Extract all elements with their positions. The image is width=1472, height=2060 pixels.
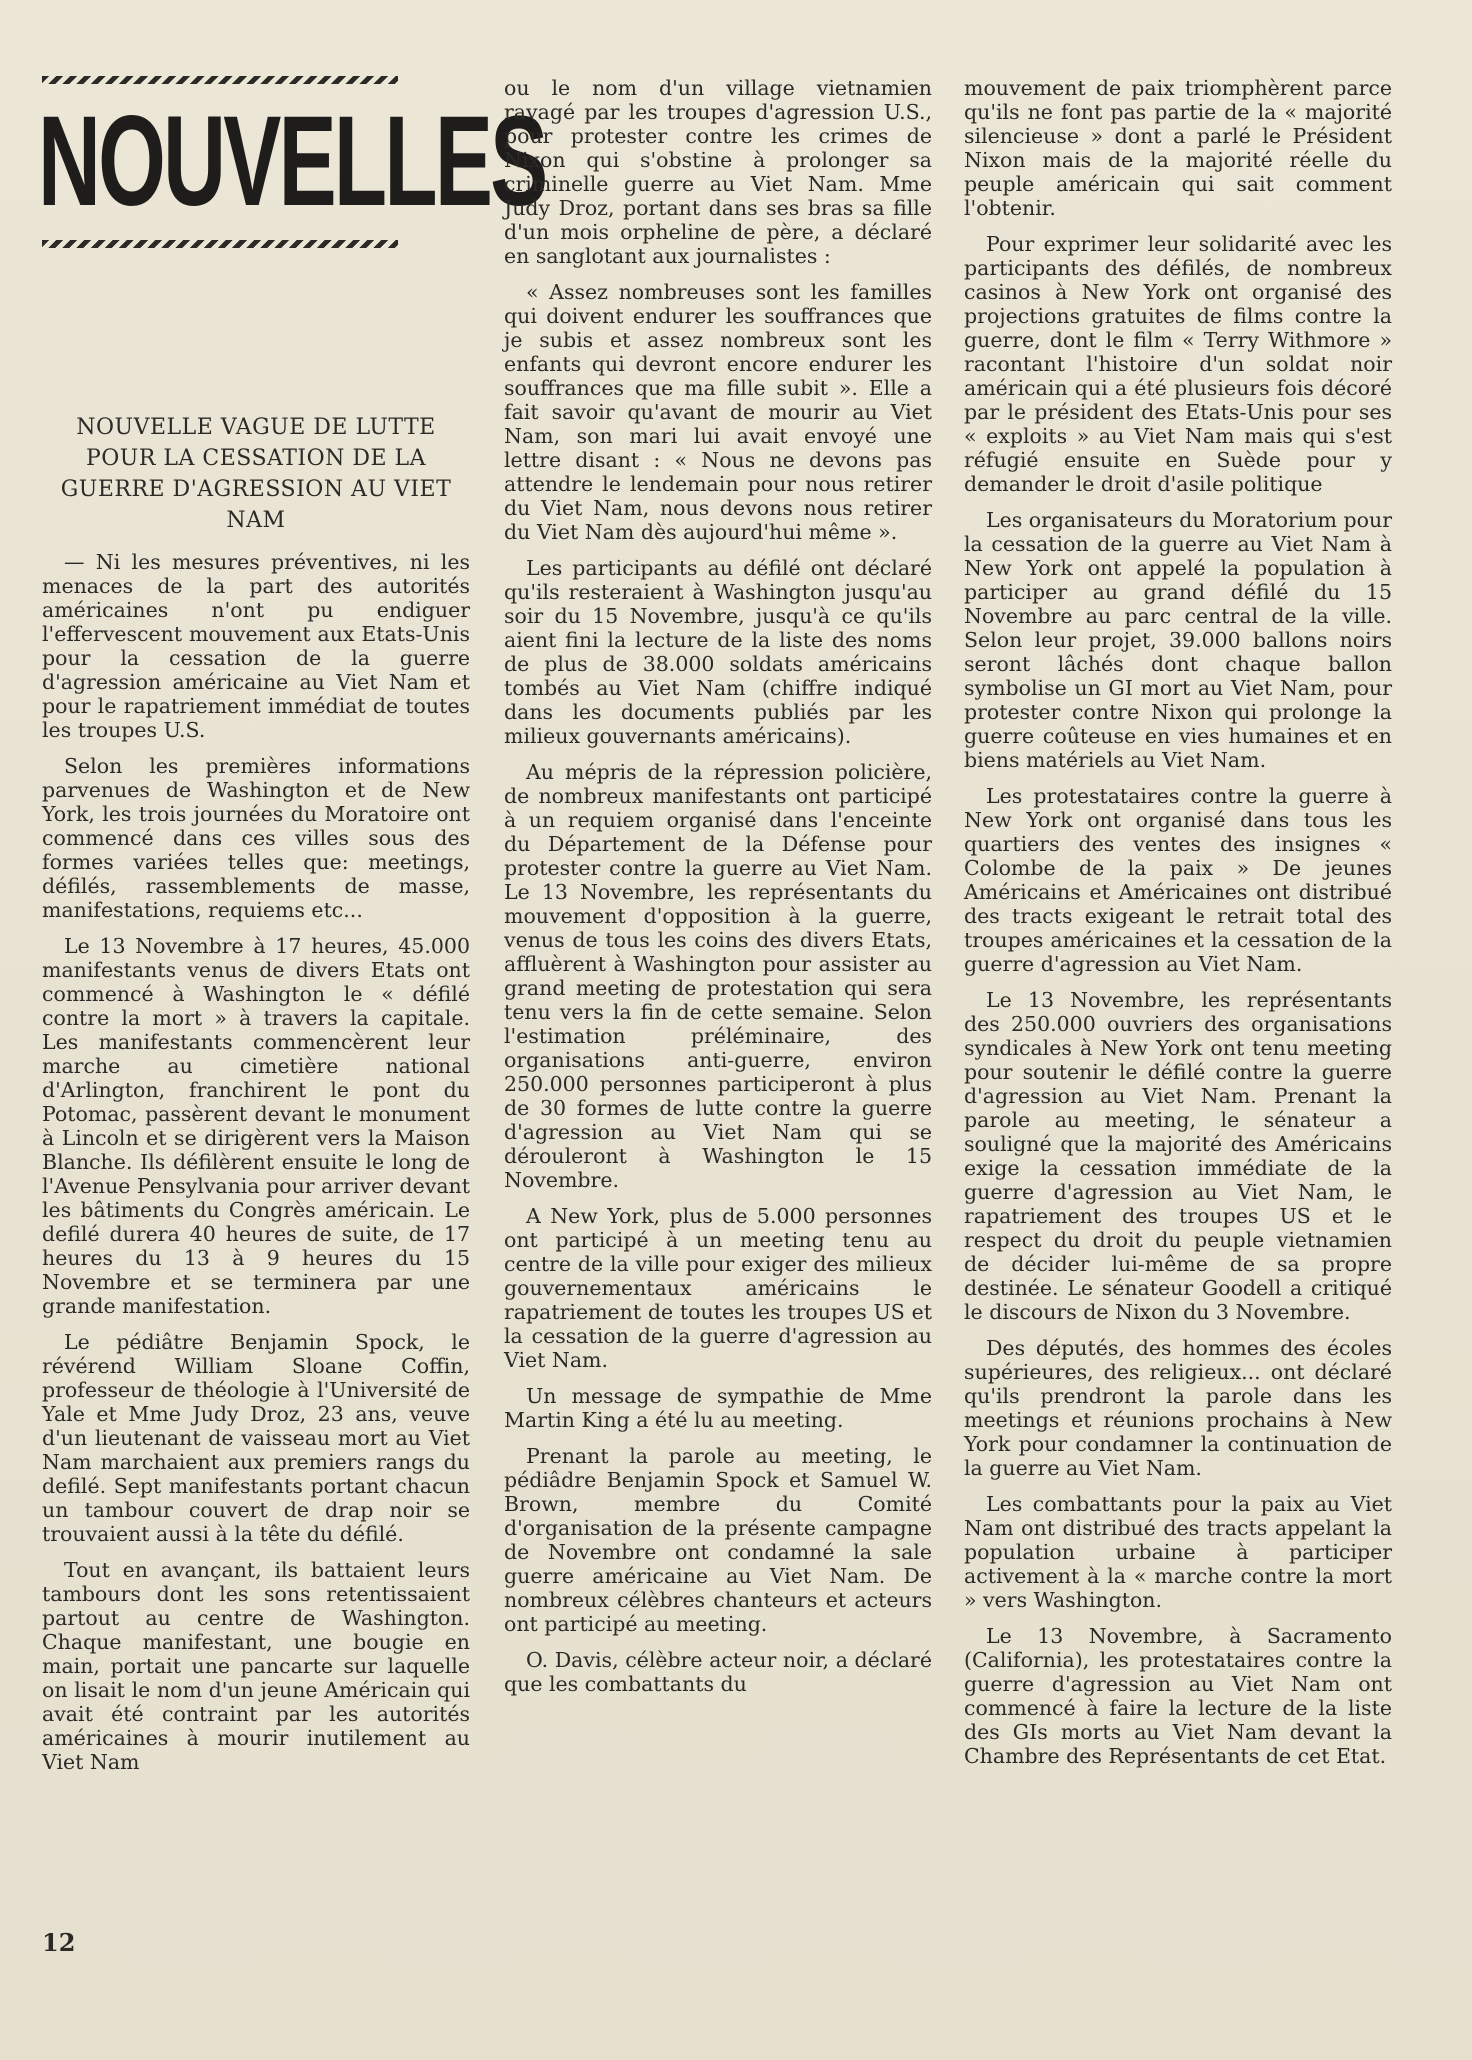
article-paragraph: Les combattants pour la paix au Viet Nam ont distribué des tracts appelant la population urbaine à participer activement à la « marche contre la mort » vers Washington.	[964, 1492, 1392, 1612]
article-paragraph: A New York, plus de 5.000 personnes ont participé à un meeting tenu au centre de la ville pour exiger des milieux gouvernementaux américains le rapatriement de toutes les troupes US et la cessation de la guerre d'agression au Viet Nam.	[504, 1204, 932, 1372]
article-paragraph: mouvement de paix triomphèrent parce qu'ils ne font pas partie de la « majorité silencieuse » dont a parlé le Président Nixon mais de la majorité réelle du peuple américain qui sait comment l'obtenir.	[964, 76, 1392, 220]
column-3	[964, 76, 1392, 1780]
article-paragraph: Le 13 Novembre à 17 heures, 45.000 manifestants venus de divers Etats ont commencé à Washington le « défilé contre la mort » à travers la capitale. Les manifestants commencèrent leur marche au cimetière national d'Arlington, franchirent le pont du Potomac, passèrent devant le monument à Lincoln et se dirigèrent vers la Maison Blanche. Ils défilèrent ensuite le long de l'Avenue Pensylvania pour arriver devant les bâtiments du Congrès américain. Le defilé durera 40 heures de suite, de 17 heures du 13 à 9 heures du 15 Novembre et se terminera par une grande manifestation.	[42, 934, 470, 1318]
article-paragraph: Pour exprimer leur solidarité avec les participants des défilés, de nombreux casinos à New York ont organisé des projections gratuites de films contre la guerre, dont le film « Terry Withmore » racontant l'histoire d'un soldat noir américain qui a été plusieurs fois décoré par le président des Etats-Unis pour ses « exploits » au Viet Nam mais qui s'est réfugié ensuite en Suède pour y demander le droit d'asile politique	[964, 232, 1392, 496]
masthead-top-rule	[42, 76, 398, 84]
article-paragraph: Au mépris de la répression policière, de nombreux manifestants ont participé à un requiem organisé dans l'enceinte du Département de la Défense pour protester contre la guerre au Viet Nam. Le 13 Novembre, les représentants du mouvement d'opposition à la guerre, venus de tous les coins des divers Etats, affluèrent à Washington pour assister au grand meeting de protestation qui sera tenu vers la fin de cette semaine. Selon l'estimation préléminaire, des organisations anti-guerre, environ 250.000 personnes participeront à plus de 30 formes de lutte contre la guerre d'agression au Viet Nam qui se dérouleront à Washington le 15 Novembre.	[504, 760, 932, 1192]
article-paragraph: — Ni les mesures préventives, ni les menaces de la part des autorités américaines n'ont pu endiguer l'effervescent mouvement aux Etats-Unis pour la cessation de la guerre d'agression américaine au Viet Nam et pour le rapatriement immédiat de toutes les troupes U.S.	[42, 550, 470, 742]
article-paragraph: Le 13 Novembre, les représentants des 250.000 ouvriers des organisations syndicales à New York ont tenu meeting pour soutenir le défilé contre la guerre d'agression au Viet Nam. Prenant la parole au meeting, le sénateur a souligné que la majorité des Américains exige la cessation immédiate de la guerre d'agression au Viet Nam, le rapatriement des troupes US et le respect du droit du peuple vietnamien de décider lui-même de sa propre destinée. Le sénateur Goodell a critiqué le discours de Nixon du 3 Novembre.	[964, 988, 1392, 1324]
article-paragraph: Les organisateurs du Moratorium pour la cessation de la guerre au Viet Nam à New York ont appelé la population à participer au grand défilé du 15 Novembre au parc central de la ville. Selon leur projet, 39.000 ballons noirs seront lâchés dont chaque ballon symbolise un GI mort au Viet Nam, pour protester contre Nixon qui prolonge la guerre coûteuse en vies humaines et en biens matériels au Viet Nam.	[964, 508, 1392, 772]
article-paragraph: Le 13 Novembre, à Sacramento (California), les protestataires contre la guerre d'agression au Viet Nam ont commencé à faire la lecture de la liste des GIs morts au Viet Nam devant la Chambre des Représentants de cet Etat.	[964, 1624, 1392, 1768]
page-number: 12	[42, 1928, 76, 1957]
article-paragraph: Le pédiâtre Benjamin Spock, le révérend William Sloane Coffin, professeur de théologie à l'Université de Yale et Mme Judy Droz, 23 ans, veuve d'un lieutenant de vaisseau mort au Viet Nam marchaient aux premiers rangs du defilé. Sept manifestants portant chacun un tambour couvert de drap noir se trouvaient aussi à la tête du défilé.	[42, 1330, 470, 1546]
masthead-bottom-rule	[42, 240, 398, 248]
article-paragraph: O. Davis, célèbre acteur noir, a déclaré que les combattants du	[504, 1648, 932, 1696]
column-2	[504, 76, 932, 1708]
masthead	[38, 76, 546, 248]
masthead-title: NOUVELLES	[38, 90, 546, 233]
article-paragraph: Des députés, des hommes des écoles supérieures, des religieux... ont déclaré qu'ils prendront la parole dans les meetings et réunions prochains à New York pour condamner la continuation de la guerre au Viet Nam.	[964, 1336, 1392, 1480]
article-paragraph: Les participants au défilé ont déclaré qu'ils resteraient à Washington jusqu'au soir du 15 Novembre, jusqu'à ce qu'ils aient fini la lecture de la liste des noms de plus de 38.000 soldats américains tombés au Viet Nam (chiffre indiqué dans les documents publiés par les milieux gouvernants américains).	[504, 556, 932, 748]
article-paragraph: Prenant la parole au meeting, le pédiâdre Benjamin Spock et Samuel W. Brown, membre du Comité d'organisation de la présente campagne de Novembre ont condamné la sale guerre américaine au Viet Nam. De nombreux célèbres chanteurs et acteurs ont participé au meeting.	[504, 1444, 932, 1636]
article-paragraph: ou le nom d'un village vietnamien ravagé par les troupes d'agression U.S., pour protester contre les crimes de Nixon qui s'obstine à prolonger sa criminelle guerre au Viet Nam. Mme Judy Droz, portant dans ses bras sa fille d'un mois orpheline de père, a déclaré en sanglotant aux journalistes :	[504, 76, 932, 268]
article-paragraph: Un message de sympathie de Mme Martin King a été lu au meeting.	[504, 1384, 932, 1432]
article-paragraph: Tout en avançant, ils battaient leurs tambours dont les sons retentissaient partout au centre de Washington. Chaque manifestant, une bougie en main, portait une pancarte sur laquelle on lisait le nom d'un jeune Américain qui avait été contraint par les autorités américaines à mourir inutilement au Viet Nam	[42, 1558, 470, 1774]
article-paragraph: Les protestataires contre la guerre à New York ont organisé dans tous les quartiers des ventes des insignes « Colombe de la paix » De jeunes Américains et Américaines ont distribué des tracts exigeant le retrait total des troupes américaines et la cessation de la guerre d'agression au Viet Nam.	[964, 784, 1392, 976]
article-paragraph: Selon les premières informations parvenues de Washington et de New York, les trois journées du Moratoire ont commencé dans ces villes sous des formes variées telles que: meetings, défilés, rassemblements de masse, manifestations, requiems etc...	[42, 754, 470, 922]
column-1	[38, 76, 546, 1786]
article-headline: NOUVELLE VAGUE DE LUTTE POUR LA CESSATION DE LA GUERRE D'AGRESSION AU VIET NAM	[60, 415, 452, 533]
article-paragraph: « Assez nombreuses sont les familles qui doivent endurer les souffrances que je subis et assez nombreux sont les enfants qui devront encore endurer les souffrances que ma fille subit ». Elle a fait savoir qu'avant de mourir au Viet Nam, son mari lui avait envoyé une lettre disant : « Nous ne devons pas attendre le lendemain pour nous retirer du Viet Nam, nous devons nous retirer du Viet Nam dès aujourd'hui même ».	[504, 280, 932, 544]
